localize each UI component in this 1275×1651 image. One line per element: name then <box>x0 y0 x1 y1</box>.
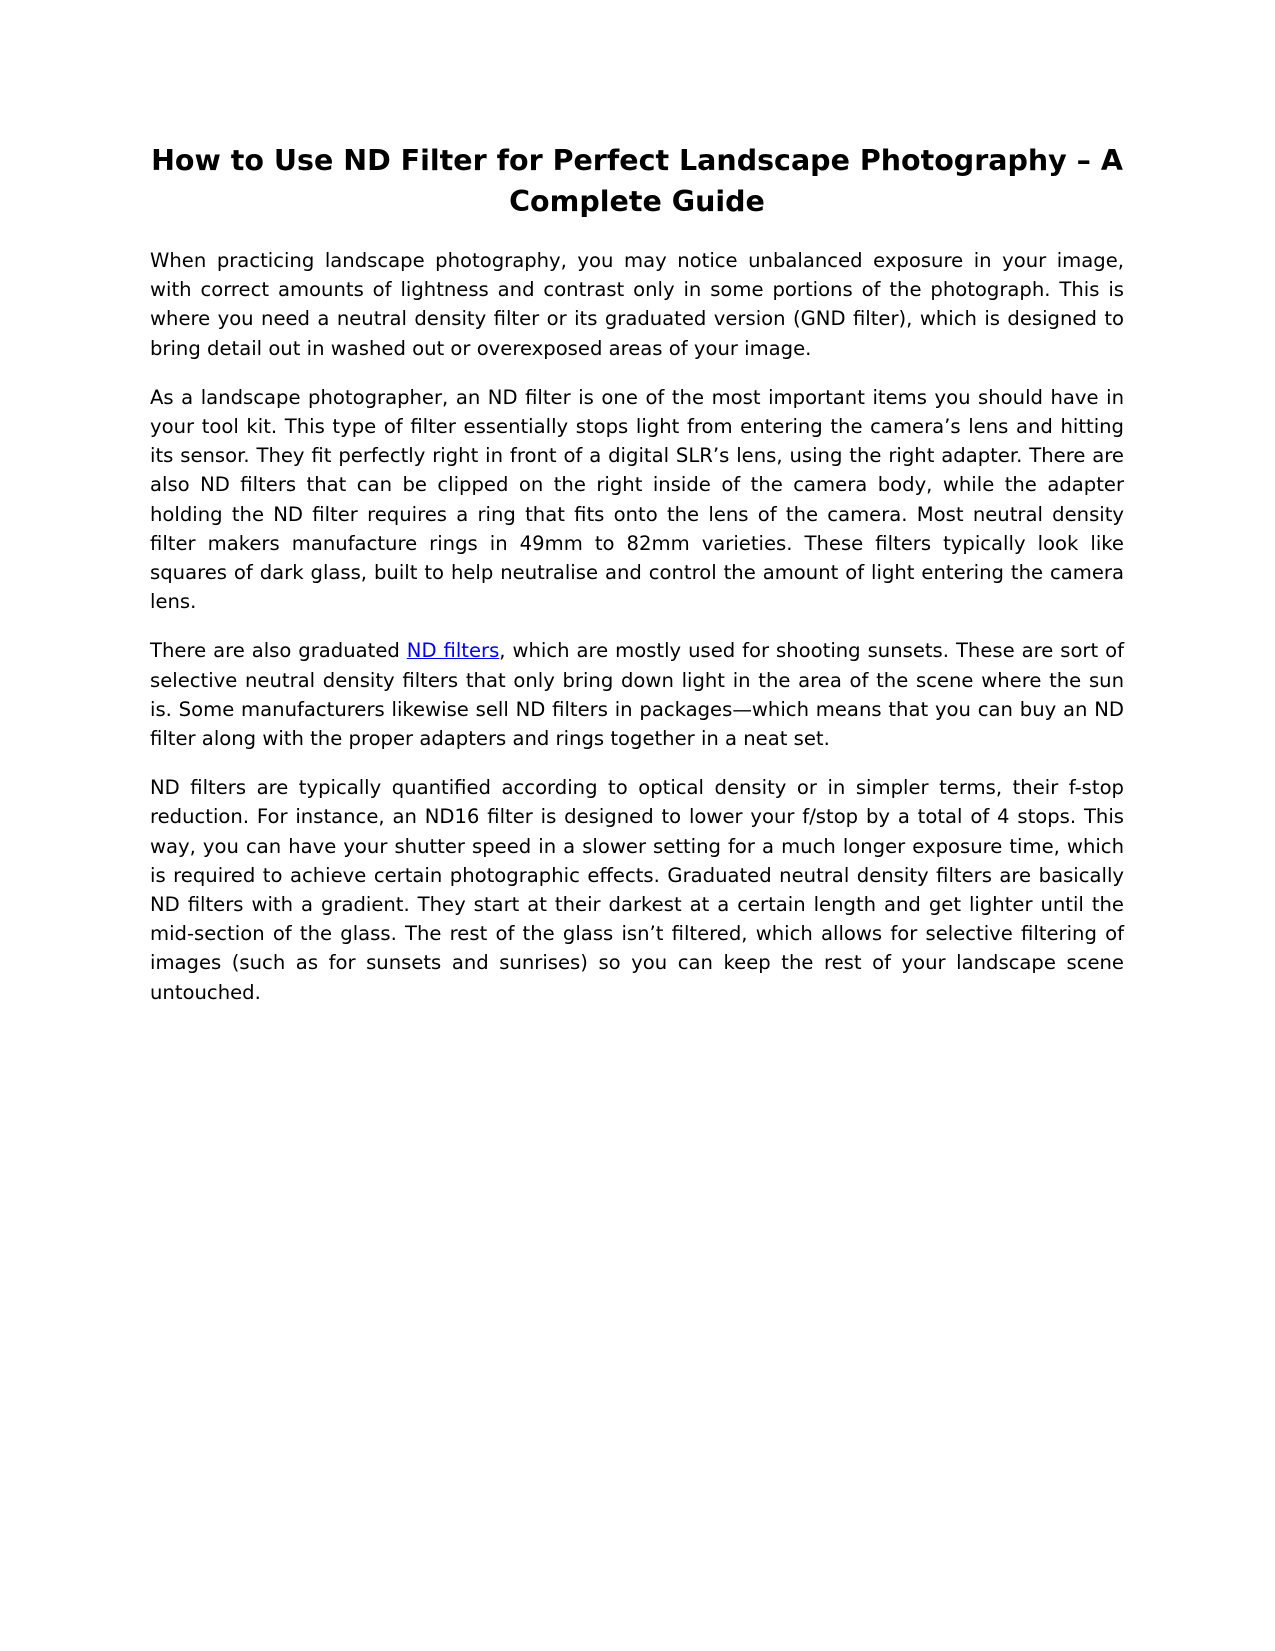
paragraph-graduated-text-end: , which are mostly used for shooting sunsets. These are sort of selective neutral density filters that only bring down light in the area of the scene where the sun is. Some manufacturers likewise sell ND filters in packages—which means that you can buy an ND filter along with the proper adapters and rings together in a neat set. <box>150 639 1125 751</box>
document-page <box>150 140 1124 1027</box>
paragraph-graduated-text-start: There are also graduated <box>150 639 407 663</box>
document-title: How to Use ND Filter for Perfect Landscape Photography – A Complete Guide <box>151 144 1123 218</box>
nd-filters-link[interactable]: ND filters <box>406 639 500 663</box>
paragraph-intro: When practicing landscape photography, you may notice unbalanced exposure in your image, with correct amounts of lightness and contrast only in some portions of the photograph. This is where you need a neutral density filter or its graduated version (GND filter), which is designed to bring detail out in washed out or overexposed areas of your image. <box>150 249 1124 360</box>
paragraph-tool-kit: As a landscape photographer, an ND filter is one of the most important items you should have in your tool kit. This type of filter essentially stops light from entering the camera’s lens and hitting its sensor. They fit perfectly right in front of a digital SLR’s lens, using the right adapter. There are also ND filters that can be clipped on the right inside of the camera body, while the adapter holding the ND filter requires a ring that fits onto the lens of the camera. Most neutral density filter makers manufacture rings in 49mm to 82mm varieties. These filters typically look like squares of dark glass, built to help neutralise and control the amount of light entering the camera lens. <box>150 385 1124 614</box>
paragraph-graduated <box>150 636 1124 753</box>
paragraph-optical-density: ND filters are typically quantified according to optical density or in simpler terms, their f-stop reduction. For instance, an ND16 filter is designed to lower your f/stop by a total of 4 stops. This way, you can have your shutter speed in a slower setting for a much longer exposure time, which is required to achieve certain photographic effects. Graduated neutral density filters are basically ND filters with a gradient. They start at their darkest at a certain length and get lighter until the mid-section of the glass. The rest of the glass isn’t filtered, which allows for selective filtering of images (such as for sunsets and sunrises) so you can keep the rest of your landscape scene untouched. <box>150 776 1124 1004</box>
